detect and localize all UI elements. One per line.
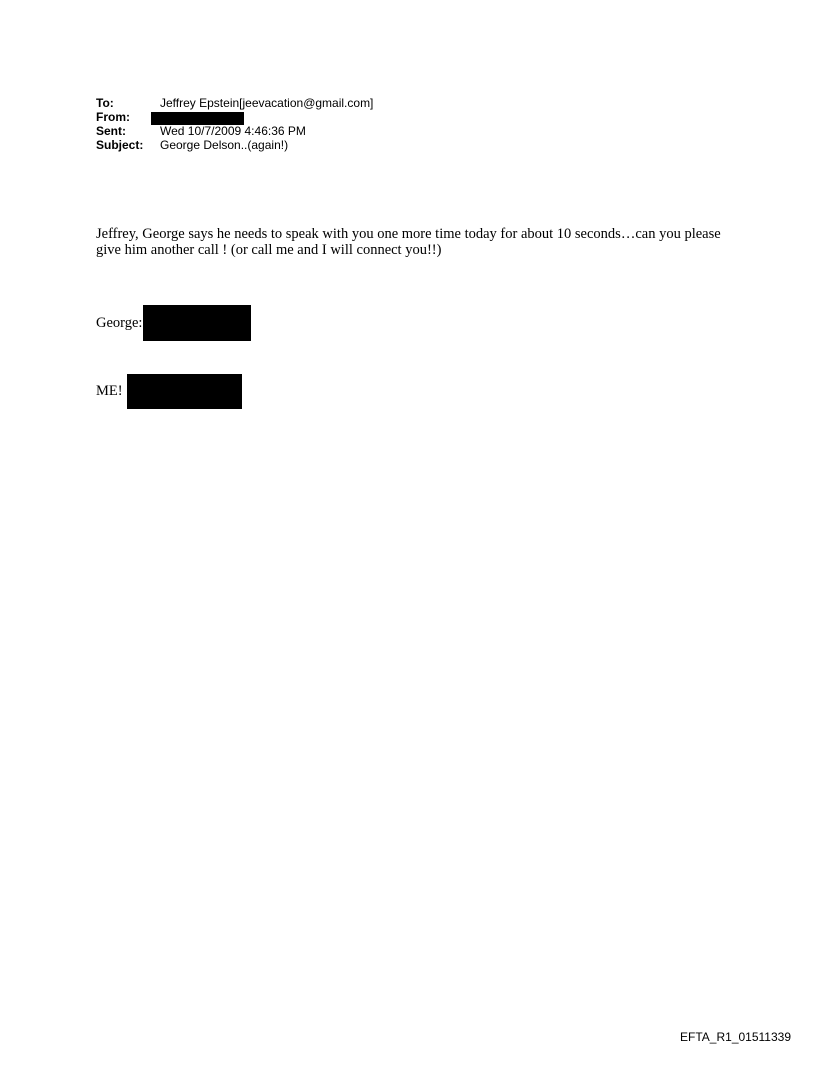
- subject-row: [96, 138, 373, 152]
- document-id: EFTA_R1_01511339: [680, 1030, 791, 1044]
- george-redaction: [143, 305, 251, 341]
- george-label: George:: [96, 314, 143, 331]
- subject-label: Subject:: [96, 138, 144, 152]
- from-label: From:: [96, 110, 130, 124]
- from-redaction: [151, 112, 244, 125]
- email-header: [96, 96, 373, 152]
- to-label: To:: [96, 96, 114, 110]
- sent-row: [96, 124, 373, 138]
- to-value: Jeffrey Epstein[jeevacation@gmail.com]: [160, 96, 374, 110]
- sent-value: Wed 10/7/2009 4:46:36 PM: [160, 124, 306, 138]
- from-row: [96, 110, 373, 124]
- subject-value: George Delson..(again!): [160, 138, 289, 152]
- sent-label: Sent:: [96, 124, 126, 138]
- to-row: [96, 96, 373, 110]
- me-contact: [96, 374, 242, 409]
- me-redaction: [127, 374, 242, 409]
- me-label: ME!: [96, 383, 123, 399]
- message-body: Jeffrey, George says he needs to speak with you one more time today for about 10 seconds…can you please give him another call ! (or call me and I will connect you!!): [96, 226, 721, 258]
- george-contact: [96, 305, 251, 341]
